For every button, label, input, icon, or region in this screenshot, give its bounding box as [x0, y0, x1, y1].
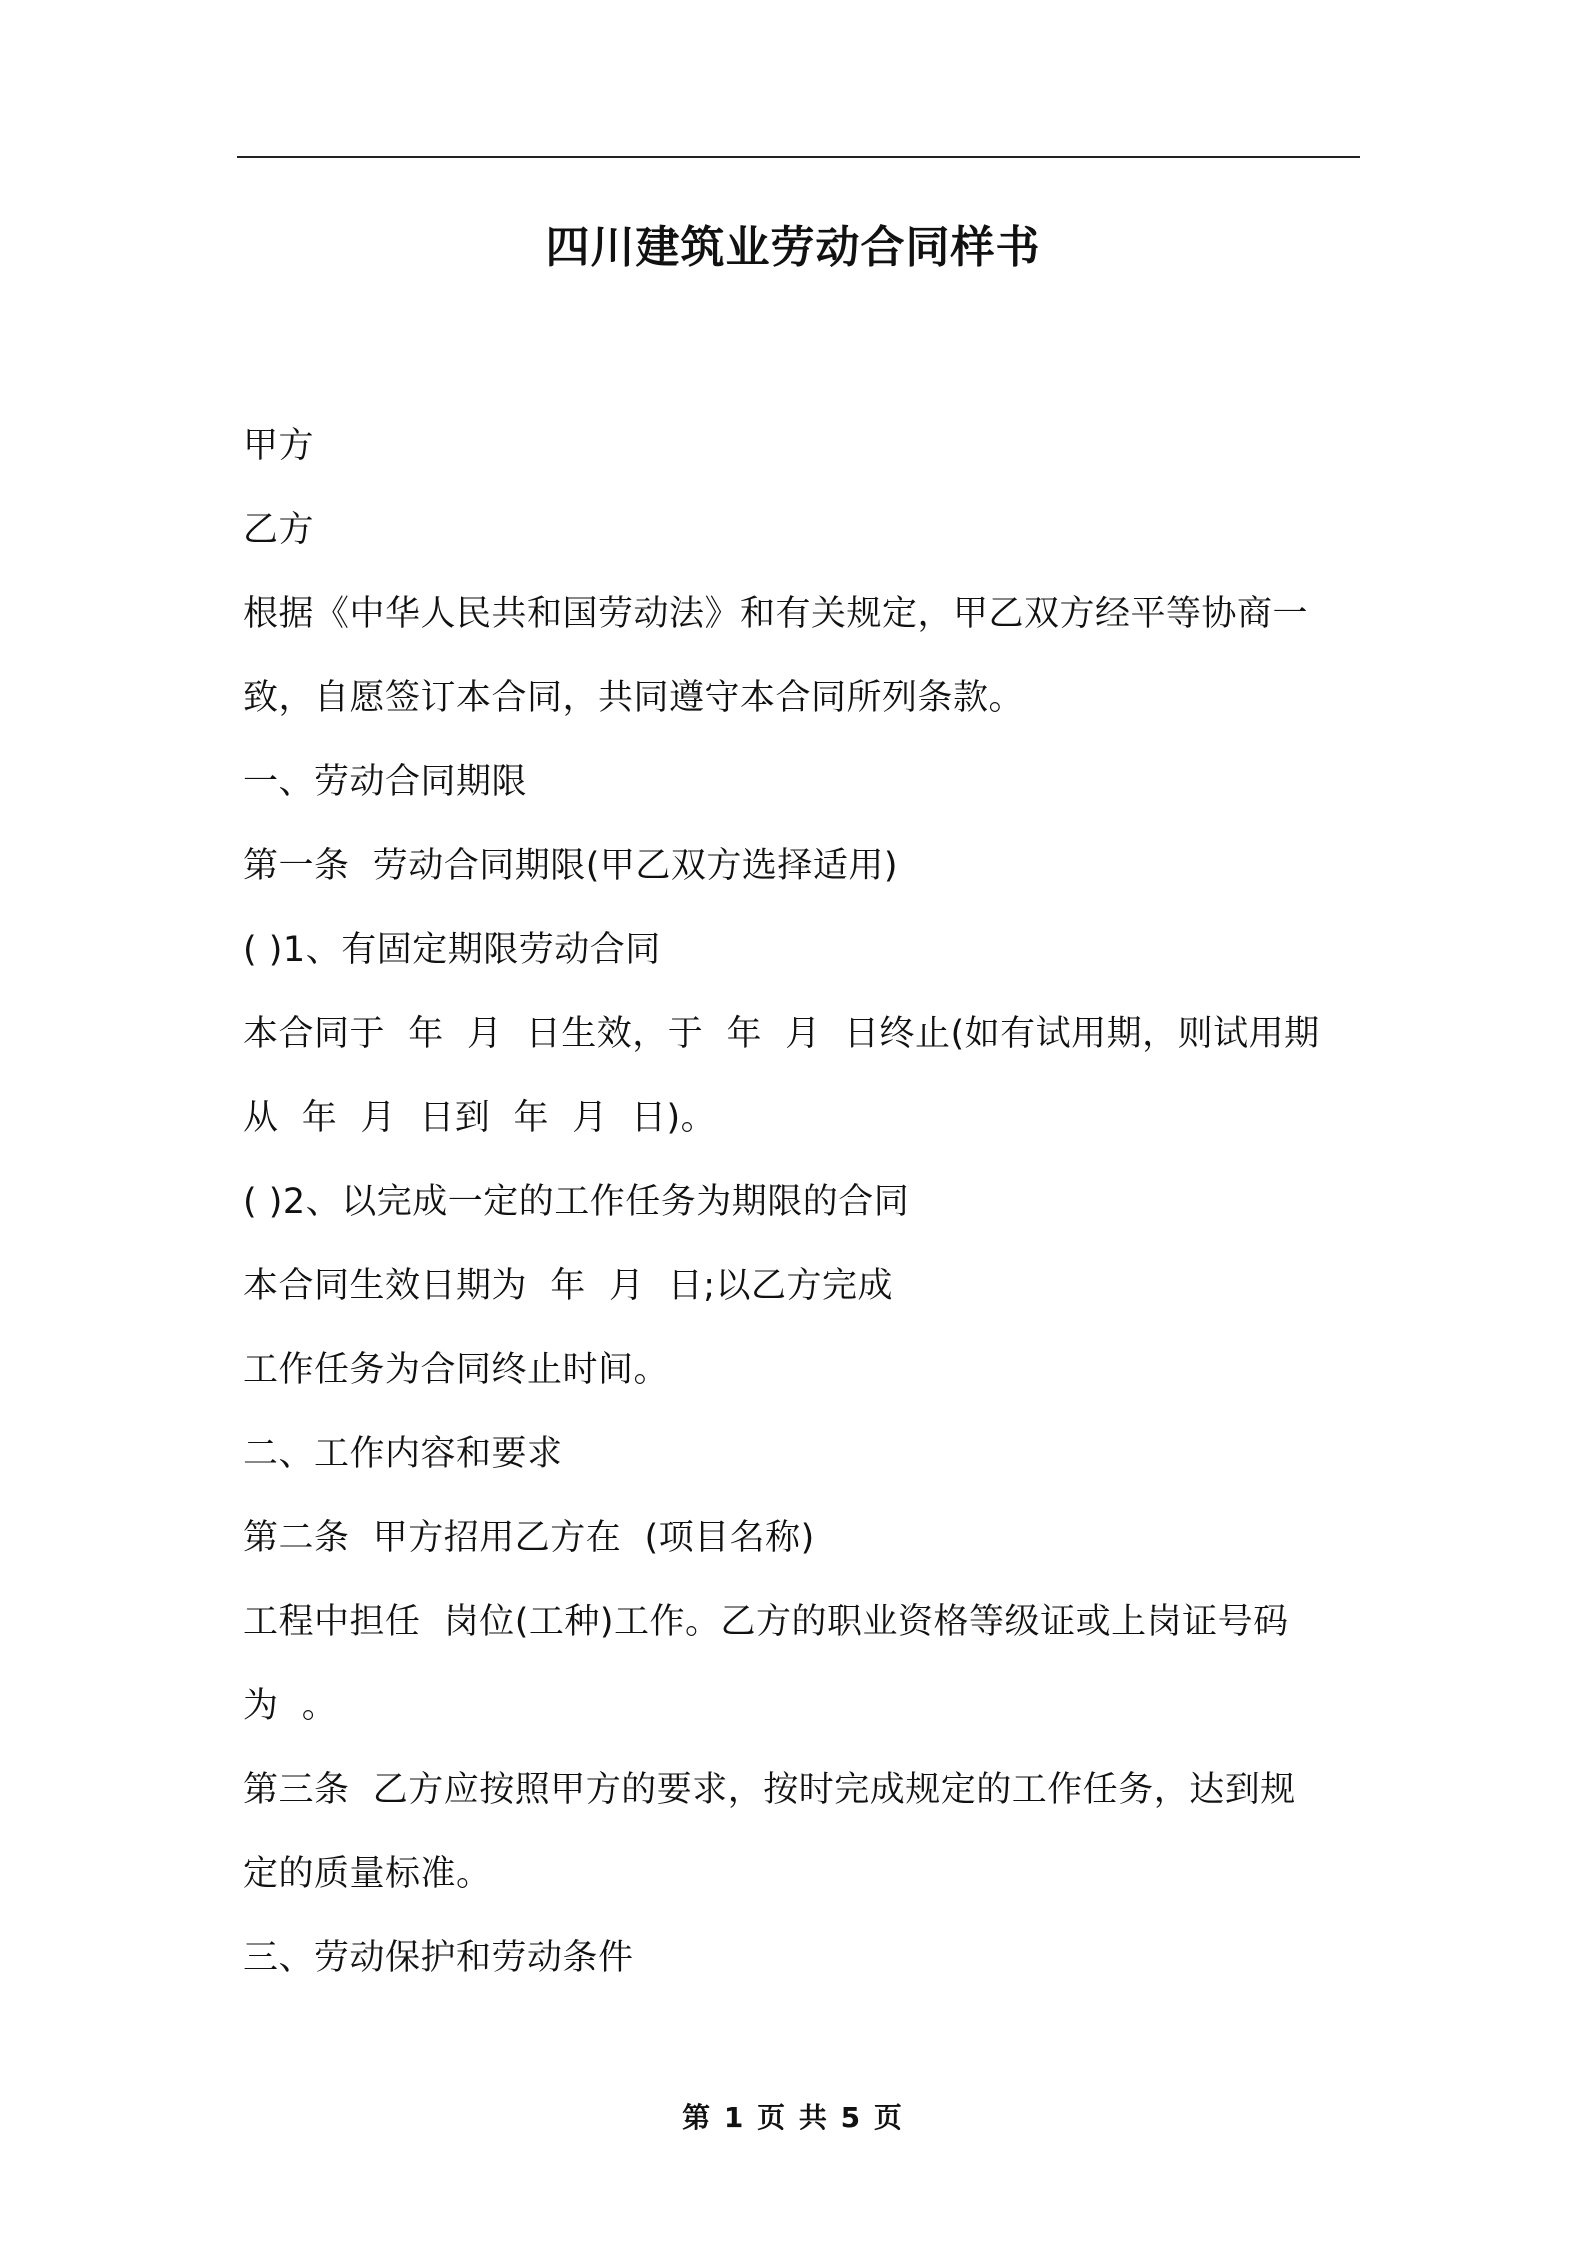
document-title: 四川建筑业劳动合同样书 — [545, 222, 1041, 273]
option-1-detail-1: 本合同于 年 月 日生效，于 年 月 日终止(如有试用期，则试用期 — [243, 1014, 1320, 1054]
article-2-line-1: 第二条 甲方招用乙方在 (项目名称) — [243, 1518, 815, 1558]
article-1-heading: 第一条 劳动合同期限(甲乙双方选择适用) — [243, 846, 899, 886]
article-2-line-3: 为 。 — [243, 1686, 338, 1726]
article-3-line-2: 定的质量标准。 — [243, 1854, 492, 1894]
article-3-line-1: 第三条 乙方应按照甲方的要求，按时完成规定的工作任务，达到规 — [243, 1770, 1296, 1810]
section-2-heading: 二、工作内容和要求 — [243, 1434, 563, 1474]
header-rule — [237, 156, 1360, 158]
option-2-line: ( )2、以完成一定的工作任务为期限的合同 — [243, 1182, 910, 1222]
party-a-line: 甲方 — [243, 426, 315, 466]
section-3-heading: 三、劳动保护和劳动条件 — [243, 1938, 634, 1978]
option-1-line: ( )1、有固定期限劳动合同 — [243, 930, 661, 970]
section-1-heading: 一、劳动合同期限 — [243, 762, 528, 802]
article-2-line-2: 工程中担任 岗位(工种)工作。乙方的职业资格等级证或上岗证号码 — [243, 1602, 1289, 1642]
option-2-detail-2: 工作任务为合同终止时间。 — [243, 1350, 670, 1390]
document-body — [243, 404, 1363, 2000]
page-footer: 第 1 页 共 5 页 — [682, 2101, 904, 2134]
preamble-line-2: 致，自愿签订本合同，共同遵守本合同所列条款。 — [243, 678, 1025, 718]
option-1-detail-2: 从 年 月 日到 年 月 日)。 — [243, 1098, 717, 1138]
preamble-line-1: 根据《中华人民共和国劳动法》和有关规定，甲乙双方经平等协商一 — [243, 594, 1309, 634]
option-2-detail-1: 本合同生效日期为 年 月 日;以乙方完成 — [243, 1266, 894, 1306]
party-b-line: 乙方 — [243, 510, 315, 550]
